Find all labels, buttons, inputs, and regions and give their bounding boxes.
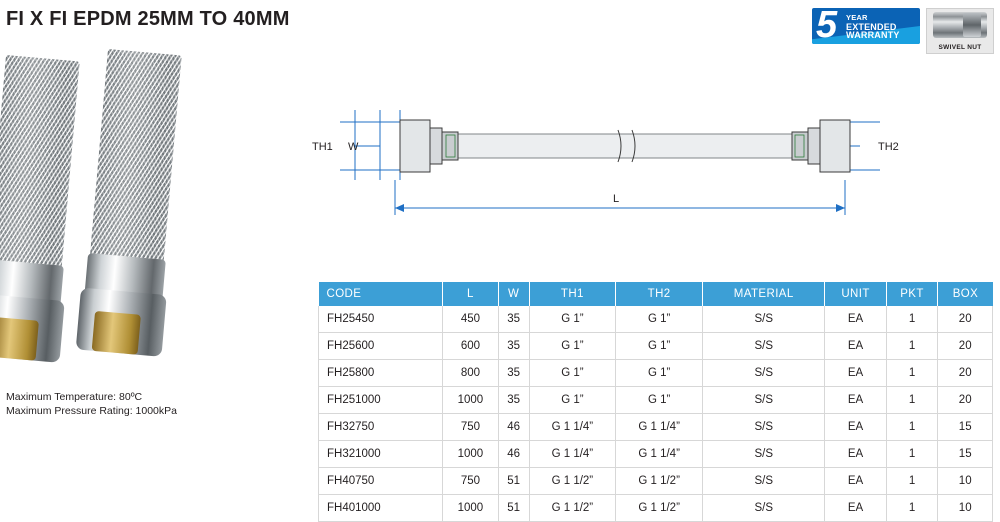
cell-material: S/S: [703, 441, 825, 468]
product-photo: [0, 55, 286, 385]
cell-th2: G 1”: [616, 333, 703, 360]
cell-pkt: 1: [886, 468, 938, 495]
swivel-nut-icon: [933, 12, 987, 38]
cell-w: 51: [498, 468, 529, 495]
cell-code: FH321000: [319, 441, 443, 468]
arrow-right: [836, 204, 845, 212]
cell-pkt: 1: [886, 306, 938, 333]
hose-braid: [0, 55, 80, 276]
page-title: FI X FI EPDM 25MM TO 40MM: [6, 8, 290, 30]
hose-left: [0, 55, 80, 360]
cell-material: S/S: [703, 306, 825, 333]
table-row: [319, 387, 993, 414]
cell-box: 20: [938, 306, 993, 333]
table-row: [319, 360, 993, 387]
cell-w: 46: [498, 441, 529, 468]
cell-material: S/S: [703, 360, 825, 387]
hose-right: [82, 49, 182, 354]
cell-code: FH25800: [319, 360, 443, 387]
col-pkt: PKT: [886, 282, 938, 306]
arrow-left: [395, 204, 404, 212]
label-th2: TH2: [878, 141, 899, 153]
cell-l: 1000: [443, 387, 499, 414]
cell-l: 750: [443, 468, 499, 495]
cell-w: 35: [498, 360, 529, 387]
cell-box: 10: [938, 495, 993, 522]
col-code: CODE: [319, 282, 443, 306]
cell-pkt: 1: [886, 360, 938, 387]
label-l: L: [613, 193, 620, 205]
table-row: [319, 468, 993, 495]
swivel-nut-caption: SWIVEL NUT: [938, 44, 982, 51]
cell-l: 1000: [443, 495, 499, 522]
cell-pkt: 1: [886, 441, 938, 468]
cell-w: 46: [498, 414, 529, 441]
cell-th2: G 1 1/4”: [616, 441, 703, 468]
spec-table-head: [319, 282, 993, 306]
cell-l: 450: [443, 306, 499, 333]
cell-th1: G 1 1/2”: [529, 495, 616, 522]
col-th1: TH1: [529, 282, 616, 306]
cell-pkt: 1: [886, 414, 938, 441]
warranty-line2: EXTENDED: [846, 21, 897, 32]
cell-l: 1000: [443, 441, 499, 468]
cell-box: 15: [938, 414, 993, 441]
hose-brass-insert: [92, 311, 141, 355]
swivel-nut-thumbnail: [926, 8, 994, 54]
label-th1: TH1: [312, 141, 333, 153]
cell-code: FH25450: [319, 306, 443, 333]
cell-box: 10: [938, 468, 993, 495]
cell-box: 20: [938, 387, 993, 414]
cell-l: 750: [443, 414, 499, 441]
technical-drawing: [300, 80, 990, 260]
cell-unit: EA: [825, 387, 886, 414]
cell-material: S/S: [703, 414, 825, 441]
cell-th1: G 1 1/2”: [529, 468, 616, 495]
cell-th1: G 1”: [529, 360, 616, 387]
cell-w: 51: [498, 495, 529, 522]
table-row: [319, 306, 993, 333]
spec-notes: [6, 390, 177, 418]
cell-th1: G 1”: [529, 333, 616, 360]
table-row: [319, 333, 993, 360]
table-row: [319, 495, 993, 522]
cell-pkt: 1: [886, 495, 938, 522]
max-temperature-note: Maximum Temperature: 80ºC: [6, 391, 143, 403]
col-box: BOX: [938, 282, 993, 306]
warranty-text: [846, 14, 900, 40]
cell-th1: G 1 1/4”: [529, 441, 616, 468]
cell-code: FH251000: [319, 387, 443, 414]
hose-brass-insert: [0, 317, 39, 361]
warranty-line1: YEAR: [846, 13, 868, 22]
cell-w: 35: [498, 333, 529, 360]
cell-th1: G 1”: [529, 306, 616, 333]
cell-unit: EA: [825, 360, 886, 387]
cell-code: FH32750: [319, 414, 443, 441]
cell-w: 35: [498, 387, 529, 414]
cell-code: FH25600: [319, 333, 443, 360]
col-material: MATERIAL: [703, 282, 825, 306]
warranty-line3: WARRANTY: [846, 30, 900, 40]
cell-th2: G 1 1/2”: [616, 495, 703, 522]
cell-l: 800: [443, 360, 499, 387]
drawing-svg: [300, 80, 990, 260]
col-unit: UNIT: [825, 282, 886, 306]
cell-material: S/S: [703, 468, 825, 495]
hose-braid: [89, 49, 181, 270]
table-row: [319, 414, 993, 441]
cell-box: 20: [938, 333, 993, 360]
warranty-number: 5: [816, 8, 838, 44]
cell-unit: EA: [825, 495, 886, 522]
cell-th2: G 1”: [616, 360, 703, 387]
col-th2: TH2: [616, 282, 703, 306]
cell-th2: G 1”: [616, 387, 703, 414]
cell-pkt: 1: [886, 387, 938, 414]
cell-material: S/S: [703, 333, 825, 360]
cell-th1: G 1”: [529, 387, 616, 414]
cell-w: 35: [498, 306, 529, 333]
cell-th2: G 1 1/4”: [616, 414, 703, 441]
cell-th2: G 1”: [616, 306, 703, 333]
cell-box: 20: [938, 360, 993, 387]
cell-unit: EA: [825, 414, 886, 441]
cell-unit: EA: [825, 468, 886, 495]
cell-code: FH40750: [319, 468, 443, 495]
cell-box: 15: [938, 441, 993, 468]
table-header-row: [319, 282, 993, 306]
warranty-badge: [812, 8, 920, 44]
spec-table-body: [319, 306, 993, 522]
table-row: [319, 441, 993, 468]
cell-th1: G 1 1/4”: [529, 414, 616, 441]
cell-material: S/S: [703, 387, 825, 414]
cell-material: S/S: [703, 495, 825, 522]
cell-unit: EA: [825, 333, 886, 360]
spec-table: [318, 282, 993, 522]
col-l: L: [443, 282, 499, 306]
cell-th2: G 1 1/2”: [616, 468, 703, 495]
label-w: W: [348, 141, 359, 153]
cell-unit: EA: [825, 441, 886, 468]
max-pressure-note: Maximum Pressure Rating: 1000kPa: [6, 405, 177, 417]
cell-code: FH401000: [319, 495, 443, 522]
cell-pkt: 1: [886, 333, 938, 360]
cell-l: 600: [443, 333, 499, 360]
cell-unit: EA: [825, 306, 886, 333]
col-w: W: [498, 282, 529, 306]
